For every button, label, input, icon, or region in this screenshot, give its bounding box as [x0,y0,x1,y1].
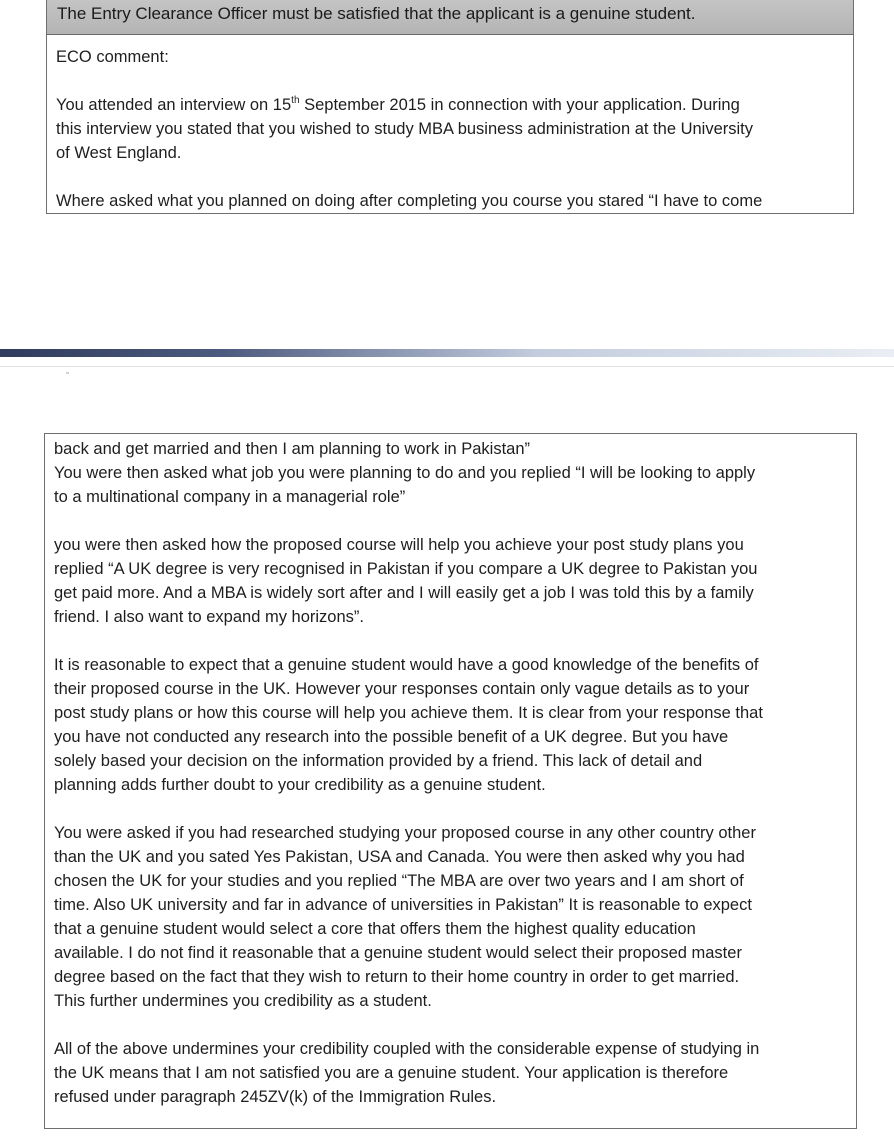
text-line: post study plans or how this course will help you achieve them. It is clear from your response that [54,704,763,722]
text-line: that a genuine student would select a core that offers them the highest quality education [54,920,696,938]
text-line: available. I do not find it reasonable that a genuine student would select their proposed master [54,944,742,962]
paragraph-other-countries [54,821,846,1013]
interview-paragraph [56,93,845,165]
text-line: time. Also UK university and far in advance of universities in Pakistan” It is reasonable to expect [54,896,752,914]
text-line: replied “A UK degree is very recognised in Pakistan if you compare a UK degree to Pakistan you [54,560,758,578]
document-page-top [0,0,894,348]
requirement-header-text: The Entry Clearance Officer must be satisfied that the applicant is a genuine student. [57,4,696,23]
text-line: the UK means that I am not satisfied you are a genuine student. Your application is therefore [54,1064,729,1082]
text-line: It is reasonable to expect that a genuine student would have a good knowledge of the benefits of [54,656,759,674]
text-line: You were asked if you had researched studying your proposed course in any other country other [54,824,756,842]
asked-plans-line: Where asked what you planned on doing after completing you course you stared “I have to come [56,192,763,210]
page-break-line [0,366,894,367]
text-line: friend. I also want to expand my horizons”. [54,608,364,626]
interview-text-line3: of West England. [56,144,182,162]
paragraph-assessment-knowledge [54,653,846,797]
text-line: back and get married and then I am planning to work in Pakistan” [54,440,531,458]
paragraph-refusal-conclusion [54,1037,846,1109]
text-line: their proposed course in the UK. However your responses contain only vague details as to your [54,680,750,698]
text-line: you have not conducted any research into the possible benefit of a UK degree. But you have [54,728,729,746]
text-line: you were then asked how the proposed course will help you achieve your post study plans you [54,536,744,554]
page-break-divider [0,349,894,357]
text-line: This further undermines you credibility as a student. [54,992,432,1010]
text-line: chosen the UK for your studies and you replied “The MBA are over two years and I am short of [54,872,744,890]
eco-comment-body-top [47,35,853,213]
interview-text-start: You attended an interview on 15 [56,96,292,114]
ordinal-suffix: th [291,95,300,106]
text-line: planning adds further doubt to your credibility as a genuine student. [54,776,546,794]
text-line: than the UK and you sated Yes Pakistan, USA and Canada. You were then asked why you had [54,848,745,866]
text-line: get paid more. And a MBA is widely sort after and I will easily get a job I was told this by a family [54,584,754,602]
scan-artifact [66,372,69,374]
text-line: to a multinational company in a managerial role” [54,488,406,506]
text-line: degree based on the fact that they wish to return to their home country in order to get married. [54,968,740,986]
paragraph-post-study-plans [54,437,846,509]
eco-comment-box-bottom [44,433,857,1129]
text-line: refused under paragraph 245ZV(k) of the Immigration Rules. [54,1088,497,1106]
eco-comment-label: ECO comment: [56,48,169,66]
interview-text-line1-end: September 2015 in connection with your application. During [299,96,740,114]
interview-text-line2: this interview you stated that you wished to study MBA business administration at the University [56,120,754,138]
text-line: solely based your decision on the information provided by a friend. This lack of detail and [54,752,703,770]
eco-comment-box-top [46,0,854,214]
text-line: All of the above undermines your credibility coupled with the considerable expense of studying in [54,1040,760,1058]
paragraph-course-benefit-reply [54,533,846,629]
text-line: You were then asked what job you were planning to do and you replied “I will be looking to apply [54,464,756,482]
requirement-header [47,0,853,35]
